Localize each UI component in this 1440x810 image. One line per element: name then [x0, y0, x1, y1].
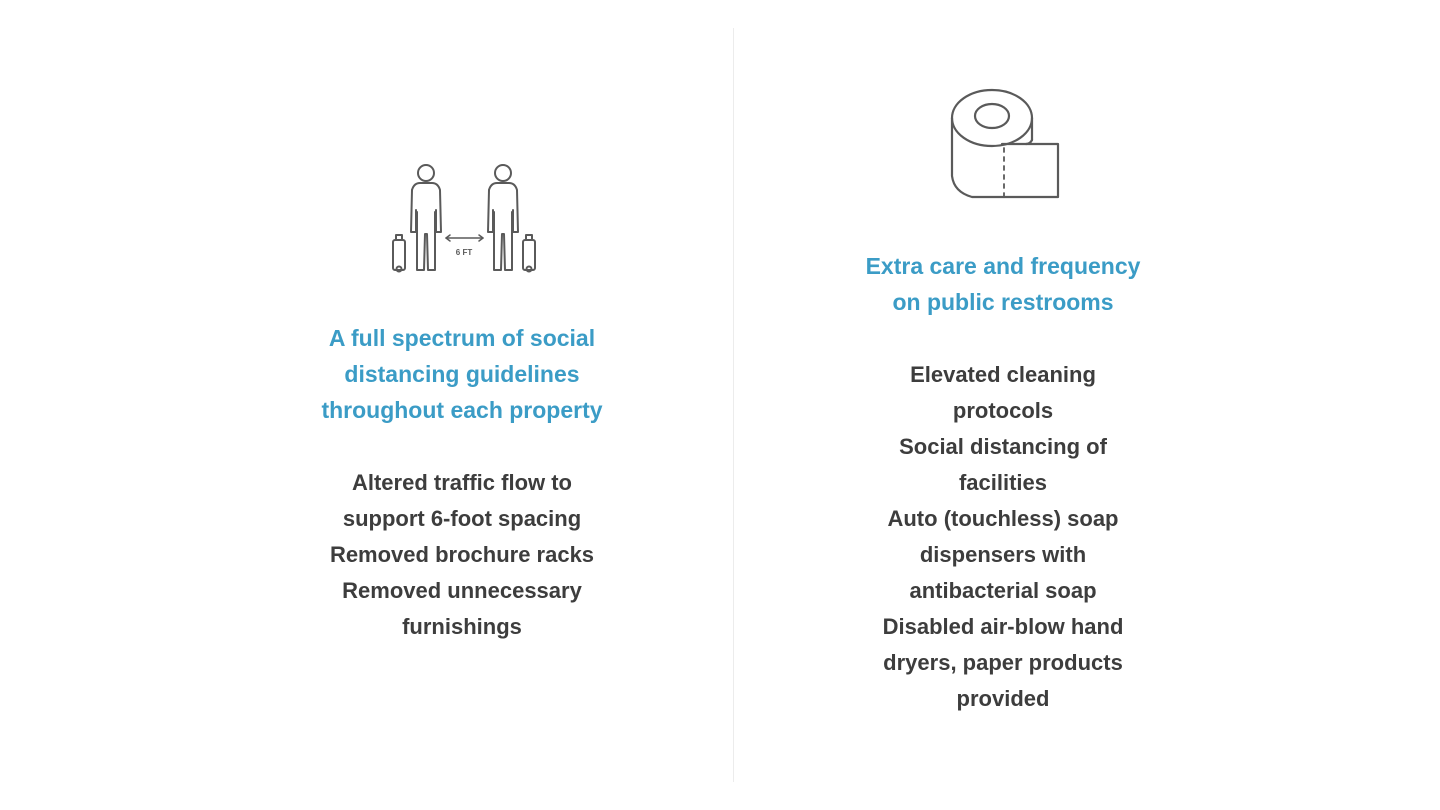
body-line: Altered traffic flow to	[351, 470, 572, 495]
heading-line: on public restrooms	[892, 289, 1114, 315]
distance-label: 6 FT	[455, 248, 473, 257]
heading-line: A full spectrum of social	[328, 325, 596, 351]
body-line: Removed brochure racks	[329, 542, 595, 567]
body-line: Auto (touchless) soap	[887, 506, 1119, 531]
toilet-paper-icon	[944, 84, 1066, 204]
body-line: Removed unnecessary	[342, 578, 582, 603]
body-line: protocols	[952, 398, 1054, 423]
column-divider	[733, 28, 734, 782]
heading-line: throughout each property	[321, 397, 603, 423]
left-card-heading	[262, 320, 662, 428]
body-line: Disabled air-blow hand	[882, 614, 1124, 639]
right-card-body	[803, 357, 1203, 717]
right-card-heading	[803, 248, 1203, 320]
left-card-body	[262, 465, 662, 645]
heading-line: Extra care and frequency	[865, 253, 1141, 279]
body-line: dryers, paper products	[883, 650, 1123, 675]
body-line: provided	[956, 686, 1050, 711]
heading-line: distancing guidelines	[344, 361, 580, 387]
body-line: Elevated cleaning	[910, 362, 1096, 387]
body-line: support 6-foot spacing	[342, 506, 582, 531]
social-distancing-people-icon	[386, 156, 542, 276]
body-line: antibacterial soap	[909, 578, 1097, 603]
body-line: furnishings	[402, 614, 522, 639]
body-line: facilities	[958, 470, 1048, 495]
body-line: dispensers with	[919, 542, 1087, 567]
body-line: Social distancing of	[899, 434, 1107, 459]
